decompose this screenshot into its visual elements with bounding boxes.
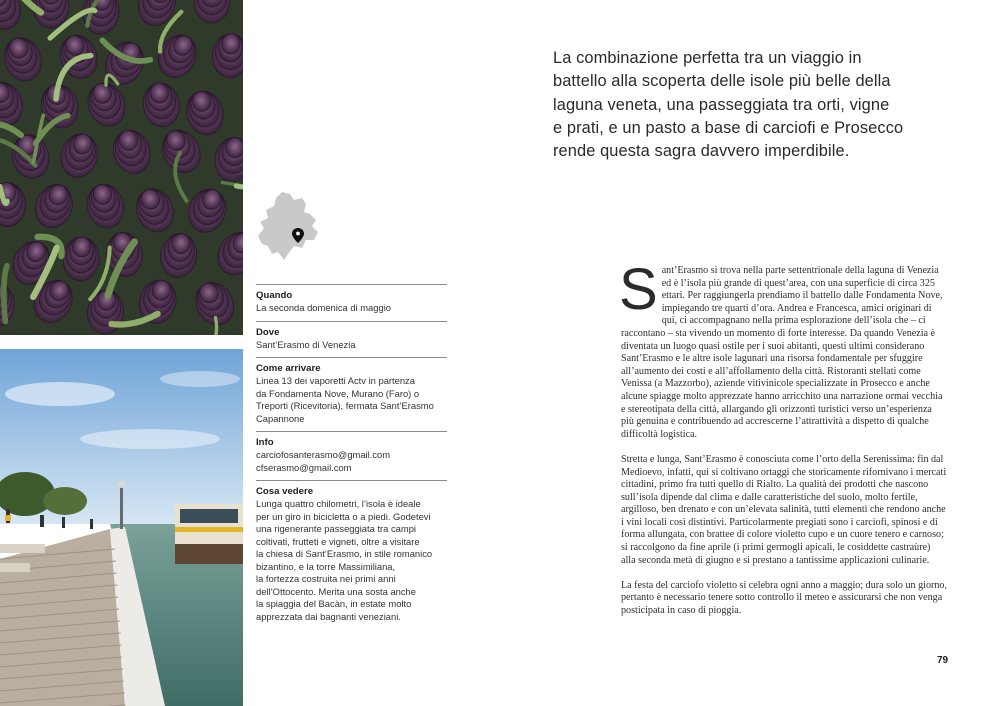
info-how-to-get-there bbox=[256, 357, 447, 431]
info-label: Cosa vedere bbox=[256, 486, 314, 497]
info-when bbox=[256, 284, 447, 321]
info-label: Come arrivare bbox=[256, 363, 321, 374]
info-label: Quando bbox=[256, 290, 293, 301]
info-value: Linea 13 dei vaporetti Actv in partenza da Fondamenta Nove, Murano (Faro) o Treporti (Ricevitoria), fermata Sant’Erasmo Capannone bbox=[256, 375, 434, 424]
lead-quote: La combinazione perfetta tra un viaggio in battello alla scoperta delle isole più belle della laguna veneta, una passeggiata tra orti, vigne e prati, e un pasto a base di carciofi e Prosecco rende questa sagra davvero imperdibile. bbox=[553, 49, 904, 161]
info-value: La seconda domenica di maggio bbox=[256, 302, 391, 313]
veneto-region-map bbox=[254, 190, 324, 262]
info-contacts bbox=[256, 431, 447, 480]
info-column bbox=[256, 284, 447, 623]
info-email: carciofosanterasmo@gmail.com cfserasmo@gmail.com bbox=[256, 449, 391, 473]
info-value: Sant’Erasmo di Venezia bbox=[256, 338, 356, 350]
page-number: 79 bbox=[937, 655, 949, 666]
paragraph-2: Stretta e lunga, Sant’Erasmo è conosciuta come l’orto della Serenissima: fin dal Medioevo, infatti, qui si coltivano ortaggi che storicamente rifornivano i mercati cittadini, primo fra tutti quello di Rialto. La qualità dei prodotti che nascono sull’isola dipende dal clima e dalle caratteristiche del suolo, molto fertile, argilloso, ben drenato e con un’elevata salinità, tutti elementi che rendono anche i vini locali così distintivi. Particolarmente pregiati sono i carciofi, spinosi e di forma allungata, con brattee di colore violetto cupo e un cuore tenero e carnoso; si raccolgono da fine aprile (i primi germogli apicali, le cosiddette castraùre) alla seconda metà di giugno e si prestano a tantissime applicazioni culinarie. bbox=[621, 453, 947, 566]
venice-pier-photo bbox=[0, 349, 243, 706]
info-label: Info bbox=[256, 437, 274, 448]
drop-cap: S bbox=[619, 257, 658, 322]
paragraph-1-text: ant’Erasmo si trova nella parte settentrionale della laguna di Venezia ed è l’isola più grande di quest’area, con una superficie di circa 325 ettari. Per raggiungerla prendiamo il battello dalle Fondamenta Nove, impiegando tre quarti d’ora. Andrea e Francesca, amici originari di qui, ci accompagnano nella prima esplorazione dell’isola che – ci raccontano – sta vivendo un momento di forte interesse. Da quando Venezia è diventata un luogo quasi ostile per i suoi abitanti, questi ultimi considerano Sant’Erasmo e le altre isole lagunari una risorsa fondamentale per sfuggire all’aumento dei costi e all’affollamento della città. Ristoranti stellati come Venissa (a Mazzorbo), aziende vitivinicole specializzate in Prosecco e anche alcune spiagge molto apprezzate hanno arricchito una narrazione ormai vecchia e stereotipata della città, allargando gli orizzonti turistici verso un’esperienza più genuina e contribuendo ad accrescerne l’attrattività a dispetto di qualche difficoltà logistica. bbox=[621, 265, 943, 440]
region-shape bbox=[258, 192, 318, 260]
article-body bbox=[619, 257, 947, 630]
artichokes-photo bbox=[0, 0, 243, 335]
info-value: Lunga quattro chilometri, l’isola è ideale per un giro in bicicletta o a piedi. Godetevi una rigenerante passeggiata tra campi coltivati, frutteti e vigneti, oltre a visitare la chiesa di Sant’Erasmo, in stile romanico bizantino, e la torre Massimiliana, la fortezza costruita nei primi anni dell’Ottocento. Merita una sosta anche la spiaggia del Bacàn, in estate molto apprezzata dai bagnanti veneziani. bbox=[256, 498, 433, 622]
paragraph-1 bbox=[619, 257, 947, 441]
info-label: Dove bbox=[256, 326, 280, 338]
paragraph-3: La festa del carciofo violetto si celebra ogni anno a maggio; dura solo un giorno, pertanto è necessario tenere sotto controllo il meteo e assicurarsi che non venga posticipata in caso di pioggia. bbox=[621, 579, 947, 617]
info-where bbox=[256, 321, 447, 358]
info-what-to-see bbox=[256, 480, 447, 623]
